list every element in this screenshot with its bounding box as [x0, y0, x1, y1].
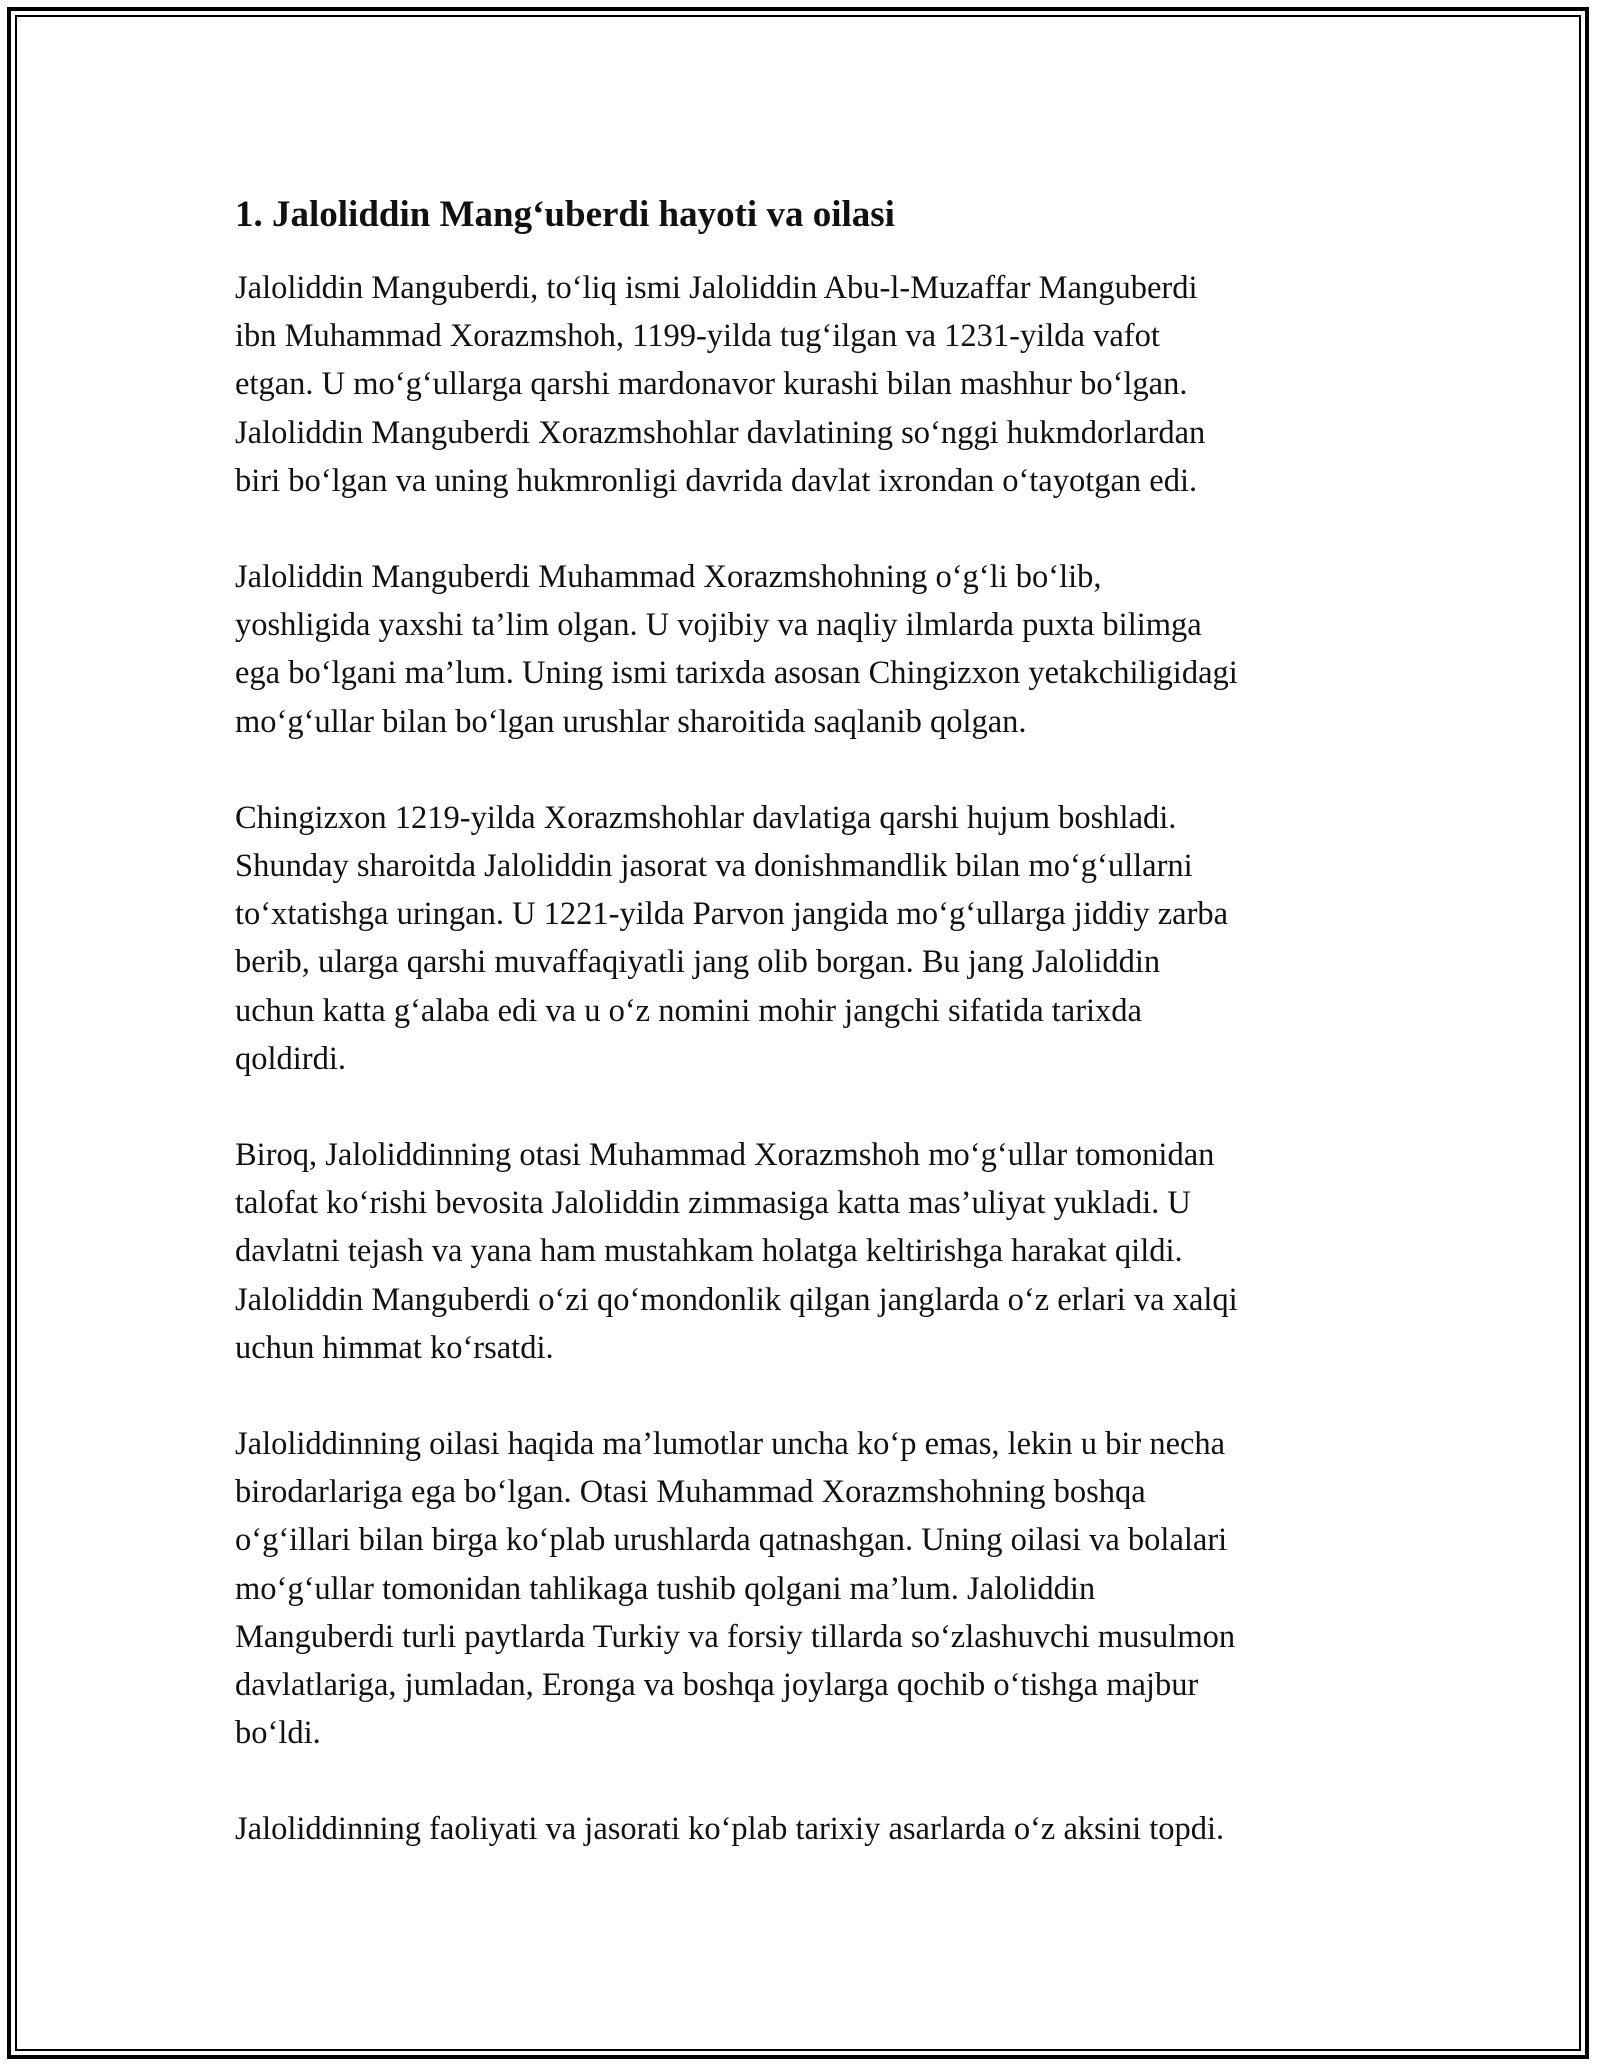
paragraph-4 [235, 1131, 1375, 1372]
paragraph-line: Jaloliddinning oilasi haqida ma’lumotlar uncha ko‘p emas, lekin u bir necha [235, 1426, 1226, 1463]
paragraph-line: Jaloliddin Manguberdi, to‘liq ismi Jaloliddin Abu-l-Muzaffar Manguberdi [235, 270, 1198, 306]
paragraph-line: talofat ko‘rishi bevosita Jaloliddin zimmasiga katta mas’uliyat yukladi. U [235, 1185, 1191, 1222]
paragraph-line: Jaloliddin Manguberdi o‘zi qo‘mondonlik qilgan janglarda o‘z erlari va xalqi [235, 1281, 1238, 1318]
paragraph-line: qoldirdi. [235, 1040, 347, 1077]
paragraph-line: mo‘g‘ullar bilan bo‘lgan urushlar sharoitida saqlanib qolgan. [235, 703, 1027, 740]
paragraph-6 [235, 1805, 1375, 1853]
paragraph-line: Jaloliddinning faoliyati va jasorati ko‘plab tarixiy asarlarda o‘z aksini topdi. [235, 1811, 1225, 1848]
paragraph-line: Shunday sharoitda Jaloliddin jasorat va donishmandlik bilan mo‘g‘ullarni [235, 848, 1193, 885]
paragraph-line: Manguberdi turli paytlarda Turkiy va forsiy tillarda so‘zlashuvchi musulmon [235, 1618, 1236, 1655]
paragraph-line: uchun himmat ko‘rsatdi. [235, 1329, 554, 1366]
paragraph-line: birodarlariga ega bo‘lgan. Otasi Muhammad Xorazmshohning boshqa [235, 1474, 1146, 1511]
paragraph-line: etgan. U mo‘g‘ullarga qarshi mardonavor kurashi bilan mashhur bo‘lgan. [235, 366, 1188, 403]
paragraph-line: yoshligida yaxshi ta’lim olgan. U vojibiy va naqliy ilmlarda puxta bilimga [235, 607, 1202, 644]
paragraph-1 [235, 264, 1375, 505]
paragraph-line: Jaloliddin Manguberdi Muhammad Xorazmshohning o‘g‘li bo‘lib, [235, 559, 1102, 596]
paragraph-line: ibn Muhammad Xorazmshoh, 1199-yilda tug‘ilgan va 1231-yilda vafot [235, 318, 1160, 355]
paragraph-line: Chingizxon 1219-yilda Xorazmshohlar davlatiga qarshi hujum boshladi. [235, 799, 1177, 836]
paragraph-line: berib, ularga qarshi muvaffaqiyatli jang olib borgan. Bu jang Jaloliddin [235, 944, 1161, 981]
paragraph-2 [235, 553, 1375, 746]
paragraph-line: mo‘g‘ullar tomonidan tahlikaga tushib qolgani ma’lum. Jaloliddin [235, 1570, 1096, 1607]
paragraph-3 [235, 794, 1375, 1083]
paragraph-line: Jaloliddin Manguberdi Xorazmshohlar davlatining so‘nggi hukmdorlardan [235, 414, 1206, 451]
paragraph-line: o‘g‘illari bilan birga ko‘plab urushlarda qatnashgan. Uning oilasi va bolalari [235, 1522, 1228, 1559]
paragraph-line: bo‘ldi. [235, 1715, 321, 1752]
paragraph-line: Biroq, Jaloliddinning otasi Muhammad Xorazmshoh mo‘g‘ullar tomonidan [235, 1137, 1215, 1174]
paragraph-line: biri bo‘lgan va uning hukmronligi davrida davlat ixrondan o‘tayotgan edi. [235, 462, 1198, 499]
paragraph-line: uchun katta g‘alaba edi va u o‘z nomini mohir jangchi sifatida tarixda [235, 992, 1142, 1029]
section-heading: 1. Jaloliddin Mang‘uberdi hayoti va oilasi [235, 194, 895, 235]
paragraph-5 [235, 1420, 1375, 1757]
document-body [235, 186, 1375, 1902]
paragraph-line: davlatni tejash va yana ham mustahkam holatga keltirishga harakat qildi. [235, 1233, 1183, 1270]
paragraph-line: davlatlariga, jumladan, Eronga va boshqa joylarga qochib o‘tishga majbur [235, 1667, 1199, 1704]
paragraph-line: ega bo‘lgani ma’lum. Uning ismi tarixda asosan Chingizxon yetakchiligidagi [235, 655, 1238, 692]
paragraph-line: to‘xtatishga uringan. U 1221-yilda Parvon jangida mo‘g‘ullarga jiddiy zarba [235, 896, 1229, 933]
